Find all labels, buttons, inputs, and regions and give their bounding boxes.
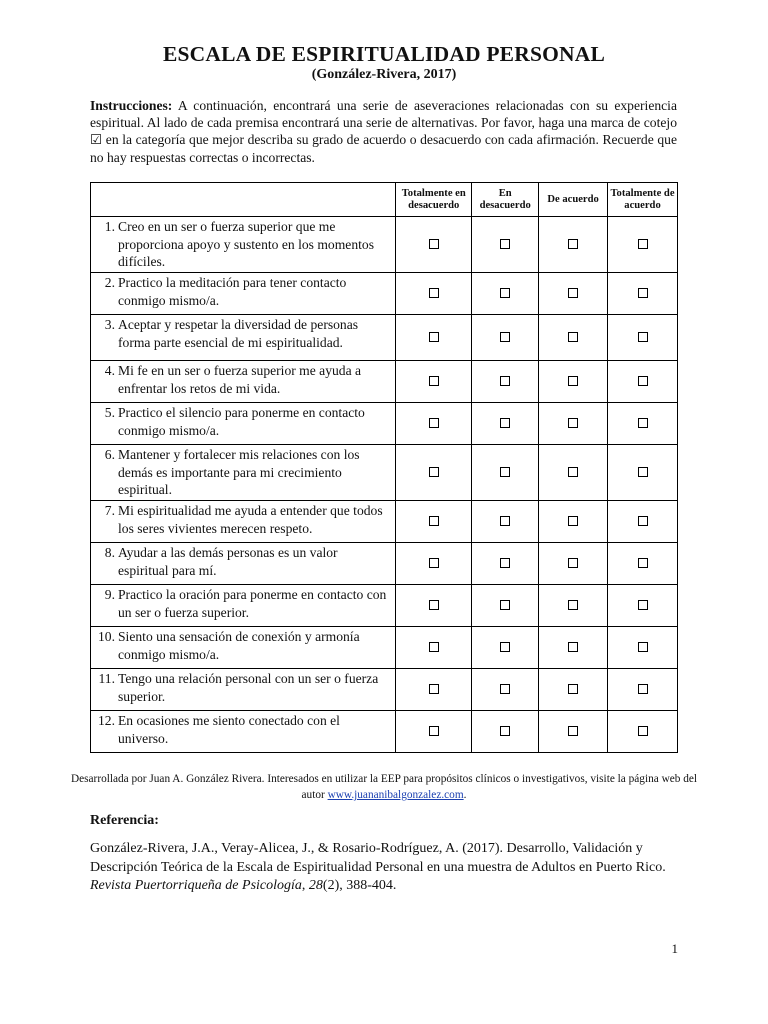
checkbox-desacuerdo[interactable] <box>500 642 510 652</box>
checkbox-cell-totalmente-desacuerdo[interactable] <box>396 315 472 361</box>
item-text: Mantener y fortalecer mis relaciones con los demás es importante para mi crecimiento espiritual. <box>118 447 360 497</box>
item-text: Practico la meditación para tener contacto conmigo mismo/a. <box>118 275 347 308</box>
checkbox-desacuerdo[interactable] <box>500 332 510 342</box>
item-number: 6. <box>104 447 115 462</box>
checkbox-cell-desacuerdo[interactable] <box>472 711 539 753</box>
checkbox-totalmente-desacuerdo[interactable] <box>429 516 439 526</box>
checkbox-cell-totalmente-acuerdo[interactable] <box>608 543 678 585</box>
item-cell <box>91 315 396 361</box>
checkbox-cell-de-acuerdo[interactable] <box>539 585 608 627</box>
checkbox-cell-totalmente-acuerdo[interactable] <box>608 403 678 445</box>
instructions <box>90 97 677 166</box>
checkbox-totalmente-desacuerdo[interactable] <box>429 642 439 652</box>
checkbox-cell-desacuerdo[interactable] <box>472 627 539 669</box>
header-col-desacuerdo: En desacuerdo <box>472 183 539 217</box>
checkbox-totalmente-acuerdo[interactable] <box>638 239 648 249</box>
checkbox-de-acuerdo[interactable] <box>568 642 578 652</box>
checkbox-de-acuerdo[interactable] <box>568 376 578 386</box>
checkbox-totalmente-desacuerdo[interactable] <box>429 726 439 736</box>
reference-issue-pages: (2), 388-404. <box>322 878 397 893</box>
checkbox-totalmente-desacuerdo[interactable] <box>429 376 439 386</box>
item-cell <box>91 361 396 403</box>
item-cell <box>91 501 396 543</box>
header-item-blank <box>91 183 396 217</box>
checkbox-desacuerdo[interactable] <box>500 600 510 610</box>
checkbox-totalmente-desacuerdo[interactable] <box>429 684 439 694</box>
checkbox-cell-totalmente-acuerdo[interactable] <box>608 585 678 627</box>
checkbox-totalmente-acuerdo[interactable] <box>638 726 648 736</box>
table-row <box>91 315 678 361</box>
item-text: Mi espiritualidad me ayuda a entender que todos los seres vivientes merecen respeto. <box>118 503 383 536</box>
table-row <box>91 669 678 711</box>
checkbox-cell-desacuerdo[interactable] <box>472 361 539 403</box>
document-title: ESCALA DE ESPIRITUALIDAD PERSONAL <box>162 42 606 66</box>
checkbox-cell-de-acuerdo[interactable] <box>539 361 608 403</box>
checkbox-cell-totalmente-desacuerdo[interactable] <box>396 501 472 543</box>
item-cell <box>91 217 396 273</box>
checkbox-totalmente-acuerdo[interactable] <box>638 558 648 568</box>
checkbox-cell-de-acuerdo[interactable] <box>539 501 608 543</box>
checkbox-cell-totalmente-acuerdo[interactable] <box>608 501 678 543</box>
checkbox-desacuerdo[interactable] <box>500 684 510 694</box>
item-number: 8. <box>104 545 115 560</box>
checkbox-de-acuerdo[interactable] <box>568 516 578 526</box>
table-row <box>91 501 678 543</box>
item-number: 5. <box>104 405 115 420</box>
checkbox-cell-totalmente-desacuerdo[interactable] <box>396 361 472 403</box>
checkbox-cell-de-acuerdo[interactable] <box>539 711 608 753</box>
checkbox-cell-desacuerdo[interactable] <box>472 273 539 315</box>
reference-sep: , <box>301 878 309 893</box>
item-text: Creo en un ser o fuerza superior que me proporciona apoyo y sustento en los momentos difíciles. <box>118 219 374 269</box>
checkbox-totalmente-acuerdo[interactable] <box>638 467 648 477</box>
checkbox-cell-de-acuerdo[interactable] <box>539 403 608 445</box>
checkbox-desacuerdo[interactable] <box>500 467 510 477</box>
checkbox-cell-totalmente-acuerdo[interactable] <box>608 217 678 273</box>
checkbox-cell-totalmente-acuerdo[interactable] <box>608 273 678 315</box>
checkbox-cell-de-acuerdo[interactable] <box>539 217 608 273</box>
item-cell <box>91 669 396 711</box>
item-number: 4. <box>104 363 115 378</box>
checkbox-cell-totalmente-acuerdo[interactable] <box>608 627 678 669</box>
item-text: En ocasiones me siento conectado con el universo. <box>118 713 340 746</box>
checkbox-cell-totalmente-desacuerdo[interactable] <box>396 273 472 315</box>
checkbox-icon: ☑ <box>90 132 103 148</box>
checkbox-totalmente-desacuerdo[interactable] <box>429 558 439 568</box>
checkbox-de-acuerdo[interactable] <box>568 558 578 568</box>
item-number: 2. <box>104 275 115 290</box>
checkbox-de-acuerdo[interactable] <box>568 418 578 428</box>
checkbox-totalmente-desacuerdo[interactable] <box>429 239 439 249</box>
checkbox-totalmente-acuerdo[interactable] <box>638 684 648 694</box>
item-number: 1. <box>104 219 115 234</box>
table-row <box>91 403 678 445</box>
checkbox-cell-totalmente-desacuerdo[interactable] <box>396 627 472 669</box>
checkbox-cell-totalmente-acuerdo[interactable] <box>608 315 678 361</box>
checkbox-cell-totalmente-desacuerdo[interactable] <box>396 217 472 273</box>
credit-text: Desarrollada por Juan A. González Rivera. Interesados en utilizar la EEP para propósitos clínicos o investigativos, visite la página web del autor <box>70 773 698 801</box>
checkbox-desacuerdo[interactable] <box>500 239 510 249</box>
checkbox-cell-totalmente-desacuerdo[interactable] <box>396 585 472 627</box>
checkbox-de-acuerdo[interactable] <box>568 239 578 249</box>
checkbox-cell-desacuerdo[interactable] <box>472 669 539 711</box>
credit-note <box>60 771 708 803</box>
reference-authors: González-Rivera, J.A., Veray-Alicea, J., & Rosario-Rodríguez, A. (2017). Desarrollo, Validación y Descripción Teórica de la Escala de Espiritualidad Personal en una muestra de Adultos en Puerto Rico. <box>90 841 666 875</box>
checkbox-totalmente-desacuerdo[interactable] <box>429 467 439 477</box>
table-row <box>91 445 678 501</box>
checkbox-de-acuerdo[interactable] <box>568 726 578 736</box>
header-col-totalmente-acuerdo: Totalmente de acuerdo <box>608 183 678 217</box>
item-cell <box>91 403 396 445</box>
credit-end: . <box>463 789 467 801</box>
checkbox-cell-de-acuerdo[interactable] <box>539 445 608 501</box>
checkbox-de-acuerdo[interactable] <box>568 467 578 477</box>
item-cell <box>91 543 396 585</box>
checkbox-cell-de-acuerdo[interactable] <box>539 669 608 711</box>
scale-table <box>90 182 678 753</box>
checkbox-cell-totalmente-acuerdo[interactable] <box>608 711 678 753</box>
item-text: Ayudar a las demás personas es un valor espiritual para mí. <box>118 545 338 578</box>
item-text: Mi fe en un ser o fuerza superior me ayuda a enfrentar los retos de mi vida. <box>118 363 362 396</box>
table-row <box>91 627 678 669</box>
checkbox-cell-totalmente-desacuerdo[interactable] <box>396 711 472 753</box>
checkbox-totalmente-desacuerdo[interactable] <box>429 288 439 298</box>
instructions-label: Instrucciones: <box>90 98 173 113</box>
reference-citation <box>90 840 680 896</box>
item-number: 10. <box>98 629 115 644</box>
checkbox-totalmente-acuerdo[interactable] <box>638 418 648 428</box>
checkbox-totalmente-acuerdo[interactable] <box>638 642 648 652</box>
item-cell <box>91 711 396 753</box>
checkbox-desacuerdo[interactable] <box>500 726 510 736</box>
checkbox-desacuerdo[interactable] <box>500 516 510 526</box>
checkbox-cell-desacuerdo[interactable] <box>472 543 539 585</box>
item-text: Practico la oración para ponerme en contacto con un ser o fuerza superior. <box>118 587 387 620</box>
checkbox-desacuerdo[interactable] <box>500 288 510 298</box>
checkbox-de-acuerdo[interactable] <box>568 600 578 610</box>
table-row <box>91 711 678 753</box>
table-row <box>91 361 678 403</box>
item-text: Tengo una relación personal con un ser o fuerza superior. <box>118 671 379 704</box>
checkbox-totalmente-desacuerdo[interactable] <box>429 332 439 342</box>
checkbox-cell-totalmente-desacuerdo[interactable] <box>396 403 472 445</box>
reference-journal: Revista Puertorriqueña de Psicología <box>90 878 302 893</box>
item-number: 12. <box>98 713 115 728</box>
instructions-text-2: en la categoría que mejor describa su grado de acuerdo o desacuerdo con cada afirmación. Recuerde que no hay respuestas correctas o incorrectas. <box>90 132 677 165</box>
checkbox-cell-de-acuerdo[interactable] <box>539 627 608 669</box>
checkbox-cell-totalmente-acuerdo[interactable] <box>608 669 678 711</box>
document-subtitle: (González-Rivera, 2017) <box>311 67 457 82</box>
instructions-text-1: A continuación, encontrará una serie de aseveraciones relacionadas con su experiencia espiritual. Al lado de cada premisa encontrará una serie de alternativas. Por favor, haga una marca de cotejo <box>90 98 677 131</box>
checkbox-cell-desacuerdo[interactable] <box>472 217 539 273</box>
checkbox-cell-totalmente-desacuerdo[interactable] <box>396 669 472 711</box>
checkbox-cell-totalmente-acuerdo[interactable] <box>608 445 678 501</box>
checkbox-desacuerdo[interactable] <box>500 558 510 568</box>
item-cell <box>91 627 396 669</box>
checkbox-cell-totalmente-acuerdo[interactable] <box>608 361 678 403</box>
item-number: 3. <box>104 317 115 332</box>
checkbox-cell-de-acuerdo[interactable] <box>539 315 608 361</box>
checkbox-cell-desacuerdo[interactable] <box>472 585 539 627</box>
checkbox-desacuerdo[interactable] <box>500 418 510 428</box>
item-text: Aceptar y respetar la diversidad de personas forma parte esencial de mi espiritualidad. <box>118 317 359 350</box>
checkbox-de-acuerdo[interactable] <box>568 684 578 694</box>
checkbox-totalmente-acuerdo[interactable] <box>638 516 648 526</box>
reference-volume: 28 <box>308 878 323 893</box>
item-number: 7. <box>104 503 115 518</box>
checkbox-cell-de-acuerdo[interactable] <box>539 543 608 585</box>
page-number: 1 <box>671 941 678 956</box>
checkbox-de-acuerdo[interactable] <box>568 288 578 298</box>
checkbox-desacuerdo[interactable] <box>500 376 510 386</box>
checkbox-cell-de-acuerdo[interactable] <box>539 273 608 315</box>
item-cell <box>91 585 396 627</box>
item-number: 11. <box>98 671 115 686</box>
checkbox-totalmente-acuerdo[interactable] <box>638 600 648 610</box>
author-website-link[interactable]: www.juananibalgonzalez.com <box>327 789 464 801</box>
header-col-totalmente-desacuerdo: Totalmente en desacuerdo <box>396 183 472 217</box>
checkbox-de-acuerdo[interactable] <box>568 332 578 342</box>
item-text: Practico el silencio para ponerme en contacto conmigo mismo/a. <box>118 405 365 438</box>
checkbox-totalmente-acuerdo[interactable] <box>638 376 648 386</box>
table-row <box>91 585 678 627</box>
checkbox-totalmente-desacuerdo[interactable] <box>429 418 439 428</box>
item-number: 9. <box>104 587 115 602</box>
reference-heading: Referencia: <box>90 813 159 828</box>
checkbox-cell-totalmente-desacuerdo[interactable] <box>396 543 472 585</box>
header-col-de-acuerdo: De acuerdo <box>539 183 608 217</box>
table-row <box>91 217 678 273</box>
checkbox-cell-desacuerdo[interactable] <box>472 445 539 501</box>
checkbox-cell-desacuerdo[interactable] <box>472 315 539 361</box>
table-row <box>91 273 678 315</box>
table-row <box>91 543 678 585</box>
checkbox-cell-totalmente-desacuerdo[interactable] <box>396 445 472 501</box>
checkbox-totalmente-acuerdo[interactable] <box>638 332 648 342</box>
checkbox-cell-desacuerdo[interactable] <box>472 501 539 543</box>
table-header-row <box>91 183 678 217</box>
checkbox-totalmente-desacuerdo[interactable] <box>429 600 439 610</box>
checkbox-cell-desacuerdo[interactable] <box>472 403 539 445</box>
item-cell <box>91 445 396 501</box>
item-cell <box>91 273 396 315</box>
checkbox-totalmente-acuerdo[interactable] <box>638 288 648 298</box>
item-text: Siento una sensación de conexión y armonía conmigo mismo/a. <box>118 629 360 662</box>
